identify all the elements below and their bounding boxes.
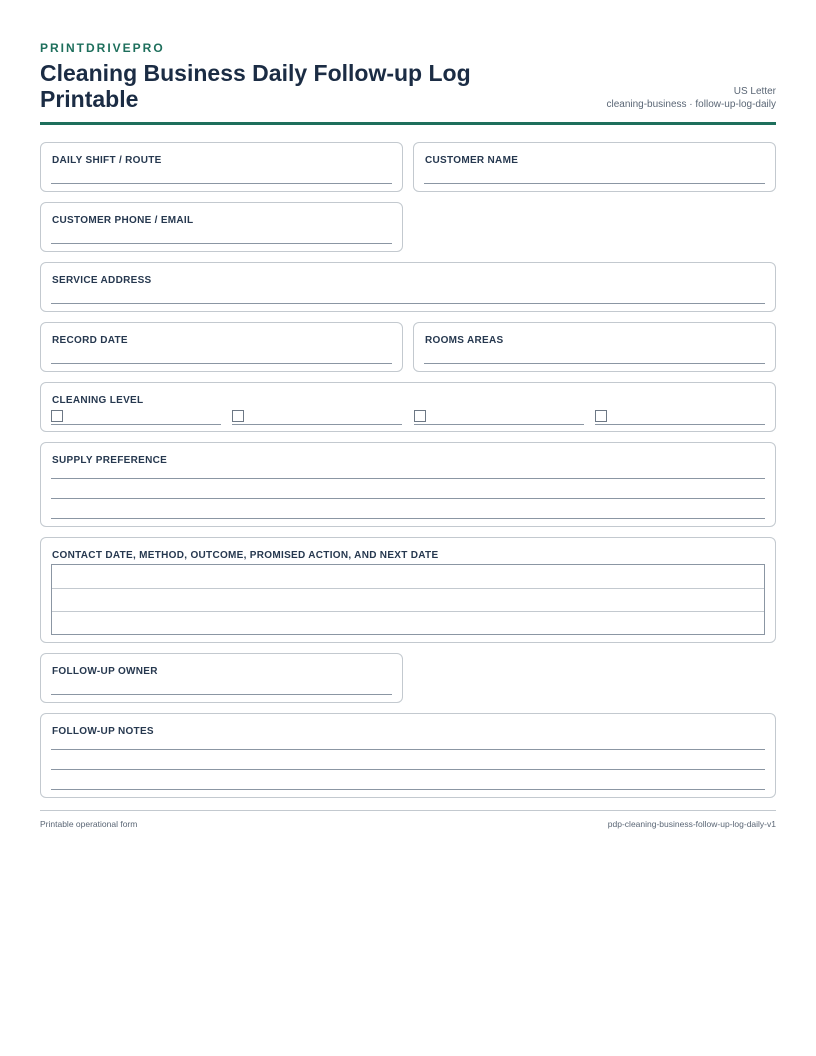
checkbox[interactable] xyxy=(414,410,426,422)
page-meta xyxy=(606,85,776,111)
checkbox[interactable] xyxy=(595,410,607,422)
service-address-label: SERVICE ADDRESS xyxy=(52,275,152,286)
cleaning-level-label: CLEANING LEVEL xyxy=(52,395,144,406)
supply-preference-line-1[interactable] xyxy=(51,478,765,479)
footer-form-id: pdp-cleaning-business-follow-up-log-daily-v1 xyxy=(607,819,776,829)
followup-notes-label: FOLLOW-UP NOTES xyxy=(52,726,154,737)
followup-notes-line-3[interactable] xyxy=(51,789,765,790)
checkbox[interactable] xyxy=(51,410,63,422)
customer-contact-line[interactable] xyxy=(51,243,392,244)
record-date-field[interactable] xyxy=(40,322,403,372)
service-address-field[interactable] xyxy=(40,262,776,312)
header-rule xyxy=(40,122,776,125)
cleaning-level-option-3[interactable] xyxy=(414,409,584,425)
rooms-areas-field[interactable] xyxy=(413,322,776,372)
contact-log-table xyxy=(51,564,765,635)
category-path: cleaning-business · follow-up-log-daily xyxy=(606,99,776,110)
table-row-divider xyxy=(52,611,764,612)
paper-size: US Letter xyxy=(733,86,776,97)
cleaning-level-field xyxy=(40,382,776,432)
cleaning-level-option-1[interactable] xyxy=(51,409,221,425)
footer-left-text: Printable operational form xyxy=(40,819,138,829)
shift-route-field[interactable] xyxy=(40,142,403,192)
table-row-divider xyxy=(52,588,764,589)
rooms-areas-line[interactable] xyxy=(424,363,765,364)
option-line xyxy=(595,424,765,425)
option-line xyxy=(51,424,221,425)
contact-log-field xyxy=(40,537,776,643)
option-line xyxy=(232,424,402,425)
followup-notes-line-2[interactable] xyxy=(51,769,765,770)
page-title: Cleaning Business Daily Follow-up Log Printable xyxy=(40,60,471,112)
contact-log-label: CONTACT DATE, METHOD, OUTCOME, PROMISED ACTION, AND NEXT DATE xyxy=(52,550,439,561)
brand-name: PRINTDRIVEPRO xyxy=(40,41,165,55)
supply-preference-label: SUPPLY PREFERENCE xyxy=(52,455,168,466)
followup-owner-line[interactable] xyxy=(51,694,392,695)
option-line xyxy=(414,424,584,425)
followup-owner-label: FOLLOW-UP OWNER xyxy=(52,666,158,677)
customer-contact-field[interactable] xyxy=(40,202,403,252)
rooms-areas-label: ROOMS AREAS xyxy=(425,335,504,346)
followup-notes-field[interactable] xyxy=(40,713,776,798)
customer-name-label: CUSTOMER NAME xyxy=(425,155,519,166)
shift-route-label: DAILY SHIFT / ROUTE xyxy=(52,155,162,166)
checkbox[interactable] xyxy=(232,410,244,422)
cleaning-level-option-4[interactable] xyxy=(595,409,765,425)
supply-preference-line-2[interactable] xyxy=(51,498,765,499)
customer-name-field[interactable] xyxy=(413,142,776,192)
record-date-label: RECORD DATE xyxy=(52,335,128,346)
supply-preference-line-3[interactable] xyxy=(51,518,765,519)
followup-notes-line-1[interactable] xyxy=(51,749,765,750)
customer-name-line[interactable] xyxy=(424,183,765,184)
shift-route-line[interactable] xyxy=(51,183,392,184)
service-address-line[interactable] xyxy=(51,303,765,304)
footer-rule xyxy=(40,810,776,811)
cleaning-level-option-2[interactable] xyxy=(232,409,402,425)
supply-preference-field[interactable] xyxy=(40,442,776,527)
record-date-line[interactable] xyxy=(51,363,392,364)
followup-owner-field[interactable] xyxy=(40,653,403,703)
customer-contact-label: CUSTOMER PHONE / EMAIL xyxy=(52,215,194,226)
